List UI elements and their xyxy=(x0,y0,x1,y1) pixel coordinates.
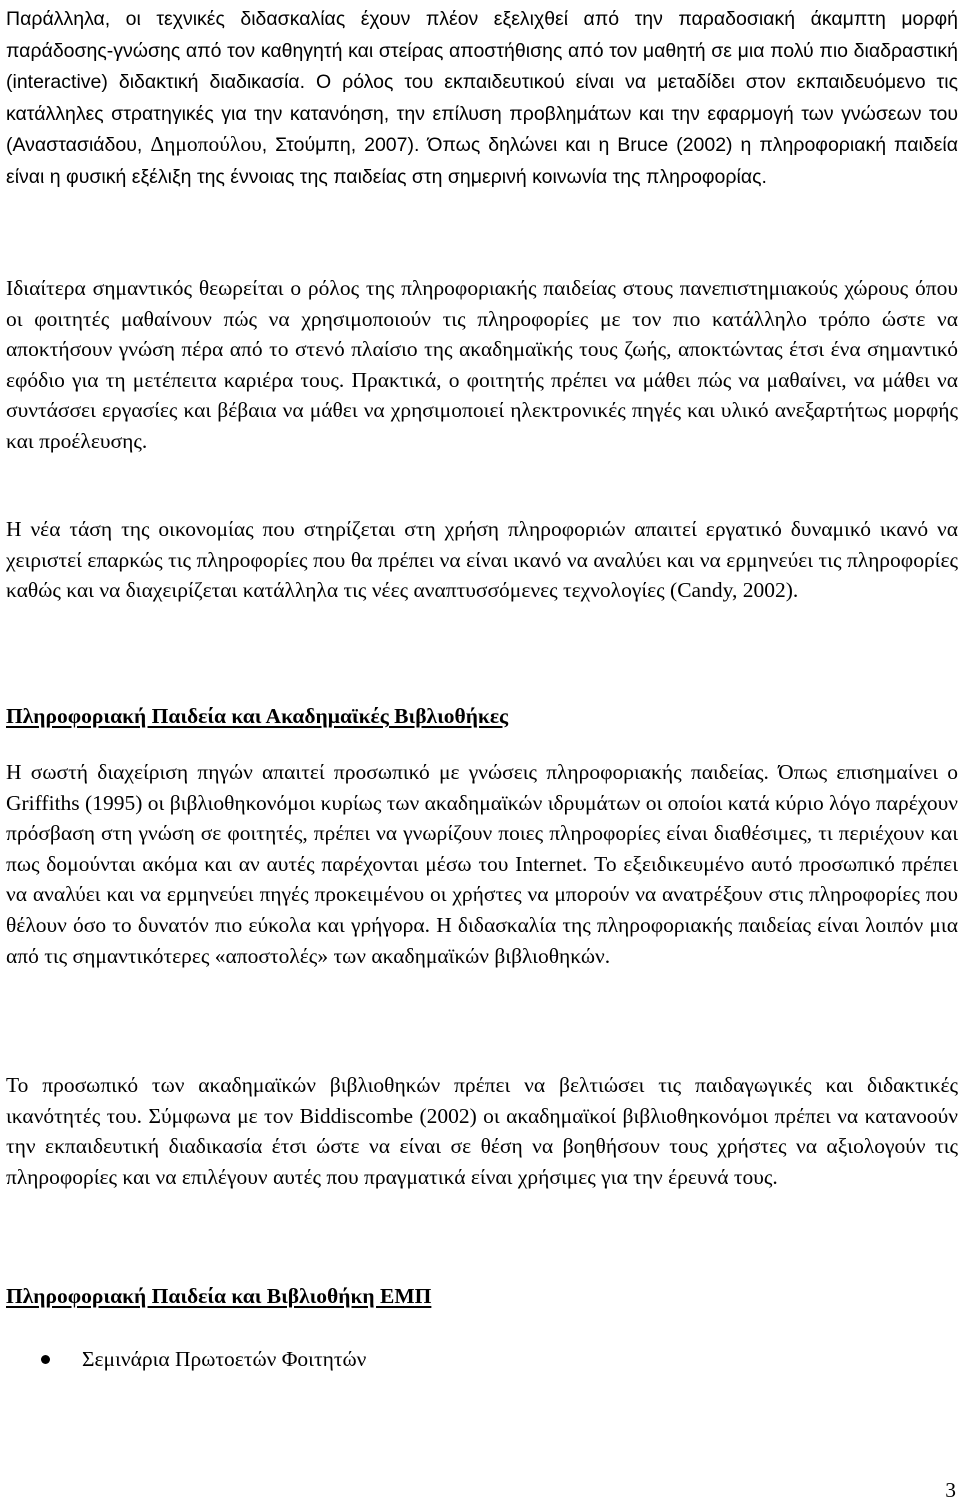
paragraph-2-text-b: Πρακτικά, ο φοιτητής πρέπει να μάθει πώς να μαθαίνει, να μάθει να συντάσσει εργασίες και βέβαια να μάθει να χρησιμοποιεί ηλεκτρονικές πηγές και υλικό ανεξαρτήτως μορφής και προέλευσης. xyxy=(6,367,958,453)
paragraph-1-text-b: Δημοπούλου xyxy=(150,132,262,157)
section-heading-academic-libraries xyxy=(6,701,958,731)
section-heading-1-text: Πληροφοριακή Παιδεία και Ακαδημαϊκές Βιβλιοθήκες xyxy=(6,704,509,728)
section-heading-2-text: Πληροφοριακή Παιδεία και Βιβλιοθήκη ΕΜΠ xyxy=(6,1284,432,1308)
paragraph-2-text-a: Ιδιαίτερα σημαντικός θεωρείται ο ρόλος της πληροφοριακής παιδείας στους πανεπιστημιακούς χώρους όπου οι φοιτητές μαθαίνουν πώς να χρησιμοποιούν τις πληροφορίες με τον πιο κατάλληλο τρόπο ώστε να αποκτήσουν γνώση πέρα από το στενό πλαίσιο της ακαδημαϊκής τους ζωής, αποκτώντας έτσι ένα σημαντικό εφόδιο για τη μετέπειτα καριέρα τους. xyxy=(6,276,958,392)
section-heading-ntua-library xyxy=(6,1281,958,1311)
list-item xyxy=(6,1344,366,1374)
paragraph-source-management: Η σωστή διαχείριση πηγών απαιτεί προσωπικό με γνώσεις πληροφοριακής παιδείας. Όπως επισημαίνει ο Griffiths (1995) οι βιβλιοθηκονόμοι κυρίως των ακαδημαϊκών ιδρυμάτων οι οποίοι κατά κύριο λόγο παρέχουν πρόσβαση στη γνώση σε φοιτητές, πρέπει να γνωρίζουν ποιες πληροφορίες είναι διαθέσιμες, τι περιέχουν και πως δομούνται ακόμα και αν αυτές παρέχονται μέσω του Internet. Το εξειδικευμένο αυτό προσωπικό πρέπει να αναλύει και να ερμηνεύει πηγές προκειμένου οι χρήστες να μπορούν να ανατρέξουν στις πληροφορίες που θέλουν όσο το δυνατόν πιο εύκολα και γρήγορα. Η διδασκαλία της πληροφοριακής παιδείας είναι λοιπόν μια από τις σημαντικότερες «αποστολές» των ακαδημαϊκών βιβλιοθηκών. xyxy=(6,760,958,968)
paragraph-library-staff: Το προσωπικό των ακαδημαϊκών βιβλιοθηκών πρέπει να βελτιώσει τις παιδαγωγικές και διδακτικές ικανότητές του. Σύμφωνα με τον Biddiscombe (2002) οι ακαδημαϊκοί βιβλιοθηκονόμοι πρέπει να κατανοούν την εκπαιδευτική διαδικασία έτσι ώστε να είναι σε θέση να βοηθήσουν τους χρήστες να αξιολογούν τις πληροφορίες και να επιλέγουν αυτές που πραγματικά είναι χρήσιμες για την έρευνά τους. xyxy=(6,1073,958,1189)
page-number: 3 xyxy=(945,1478,956,1502)
bullet-icon xyxy=(41,1355,50,1364)
paragraph-1-text-a: Παράλληλα, οι τεχνικές διδασκαλίας έχουν πλέον εξελιχθεί από την παραδοσιακή άκαμπτη μορφή παράδοσης-γνώσης από τον καθηγητή και στείρας αποστήθισης από τον μαθητή σε μια πολύ πιο διαδραστική (interactive) διδακτική διαδικασία. Ο ρόλος του εκπαιδευτικού είναι να μεταδίδει στον εκπαιδευόμενο τις κατάλληλες στρατηγικές για την κατανόηση, την επίλυση προβλημάτων και την εφαρμογή των γνώσεων του (Αναστασιάδου, xyxy=(6,8,958,157)
paragraph-university-role xyxy=(6,273,958,457)
bullet-list xyxy=(6,1344,366,1374)
paragraph-teaching-techniques xyxy=(6,3,958,193)
list-item-text: Σεμινάρια Πρωτοετών Φοιτητών xyxy=(82,1347,367,1371)
paragraph-economy-trend: Η νέα τάση της οικονομίας που στηρίζεται στη χρήση πληροφοριών απαιτεί εργατικό δυναμικό ικανό να χειριστεί επαρκώς τις πληροφορίες που θα πρέπει να είναι ικανό να αναλύει και να ερμηνεύει τις πληροφορίες καθώς και να διαχειρίζεται κατάλληλα τις νέες αναπτυσσόμενες τεχνολογίες (Candy, 2002). xyxy=(6,517,958,603)
paragraph-1-text-c: , Στούμπη, 2007). Όπως δηλώνει και η Bruce (2002) η πληροφοριακή παιδεία είναι η φυσική εξέλιξη της έννοιας της παιδείας στη σημερινή κοινωνία της πληροφορίας. xyxy=(6,134,958,188)
